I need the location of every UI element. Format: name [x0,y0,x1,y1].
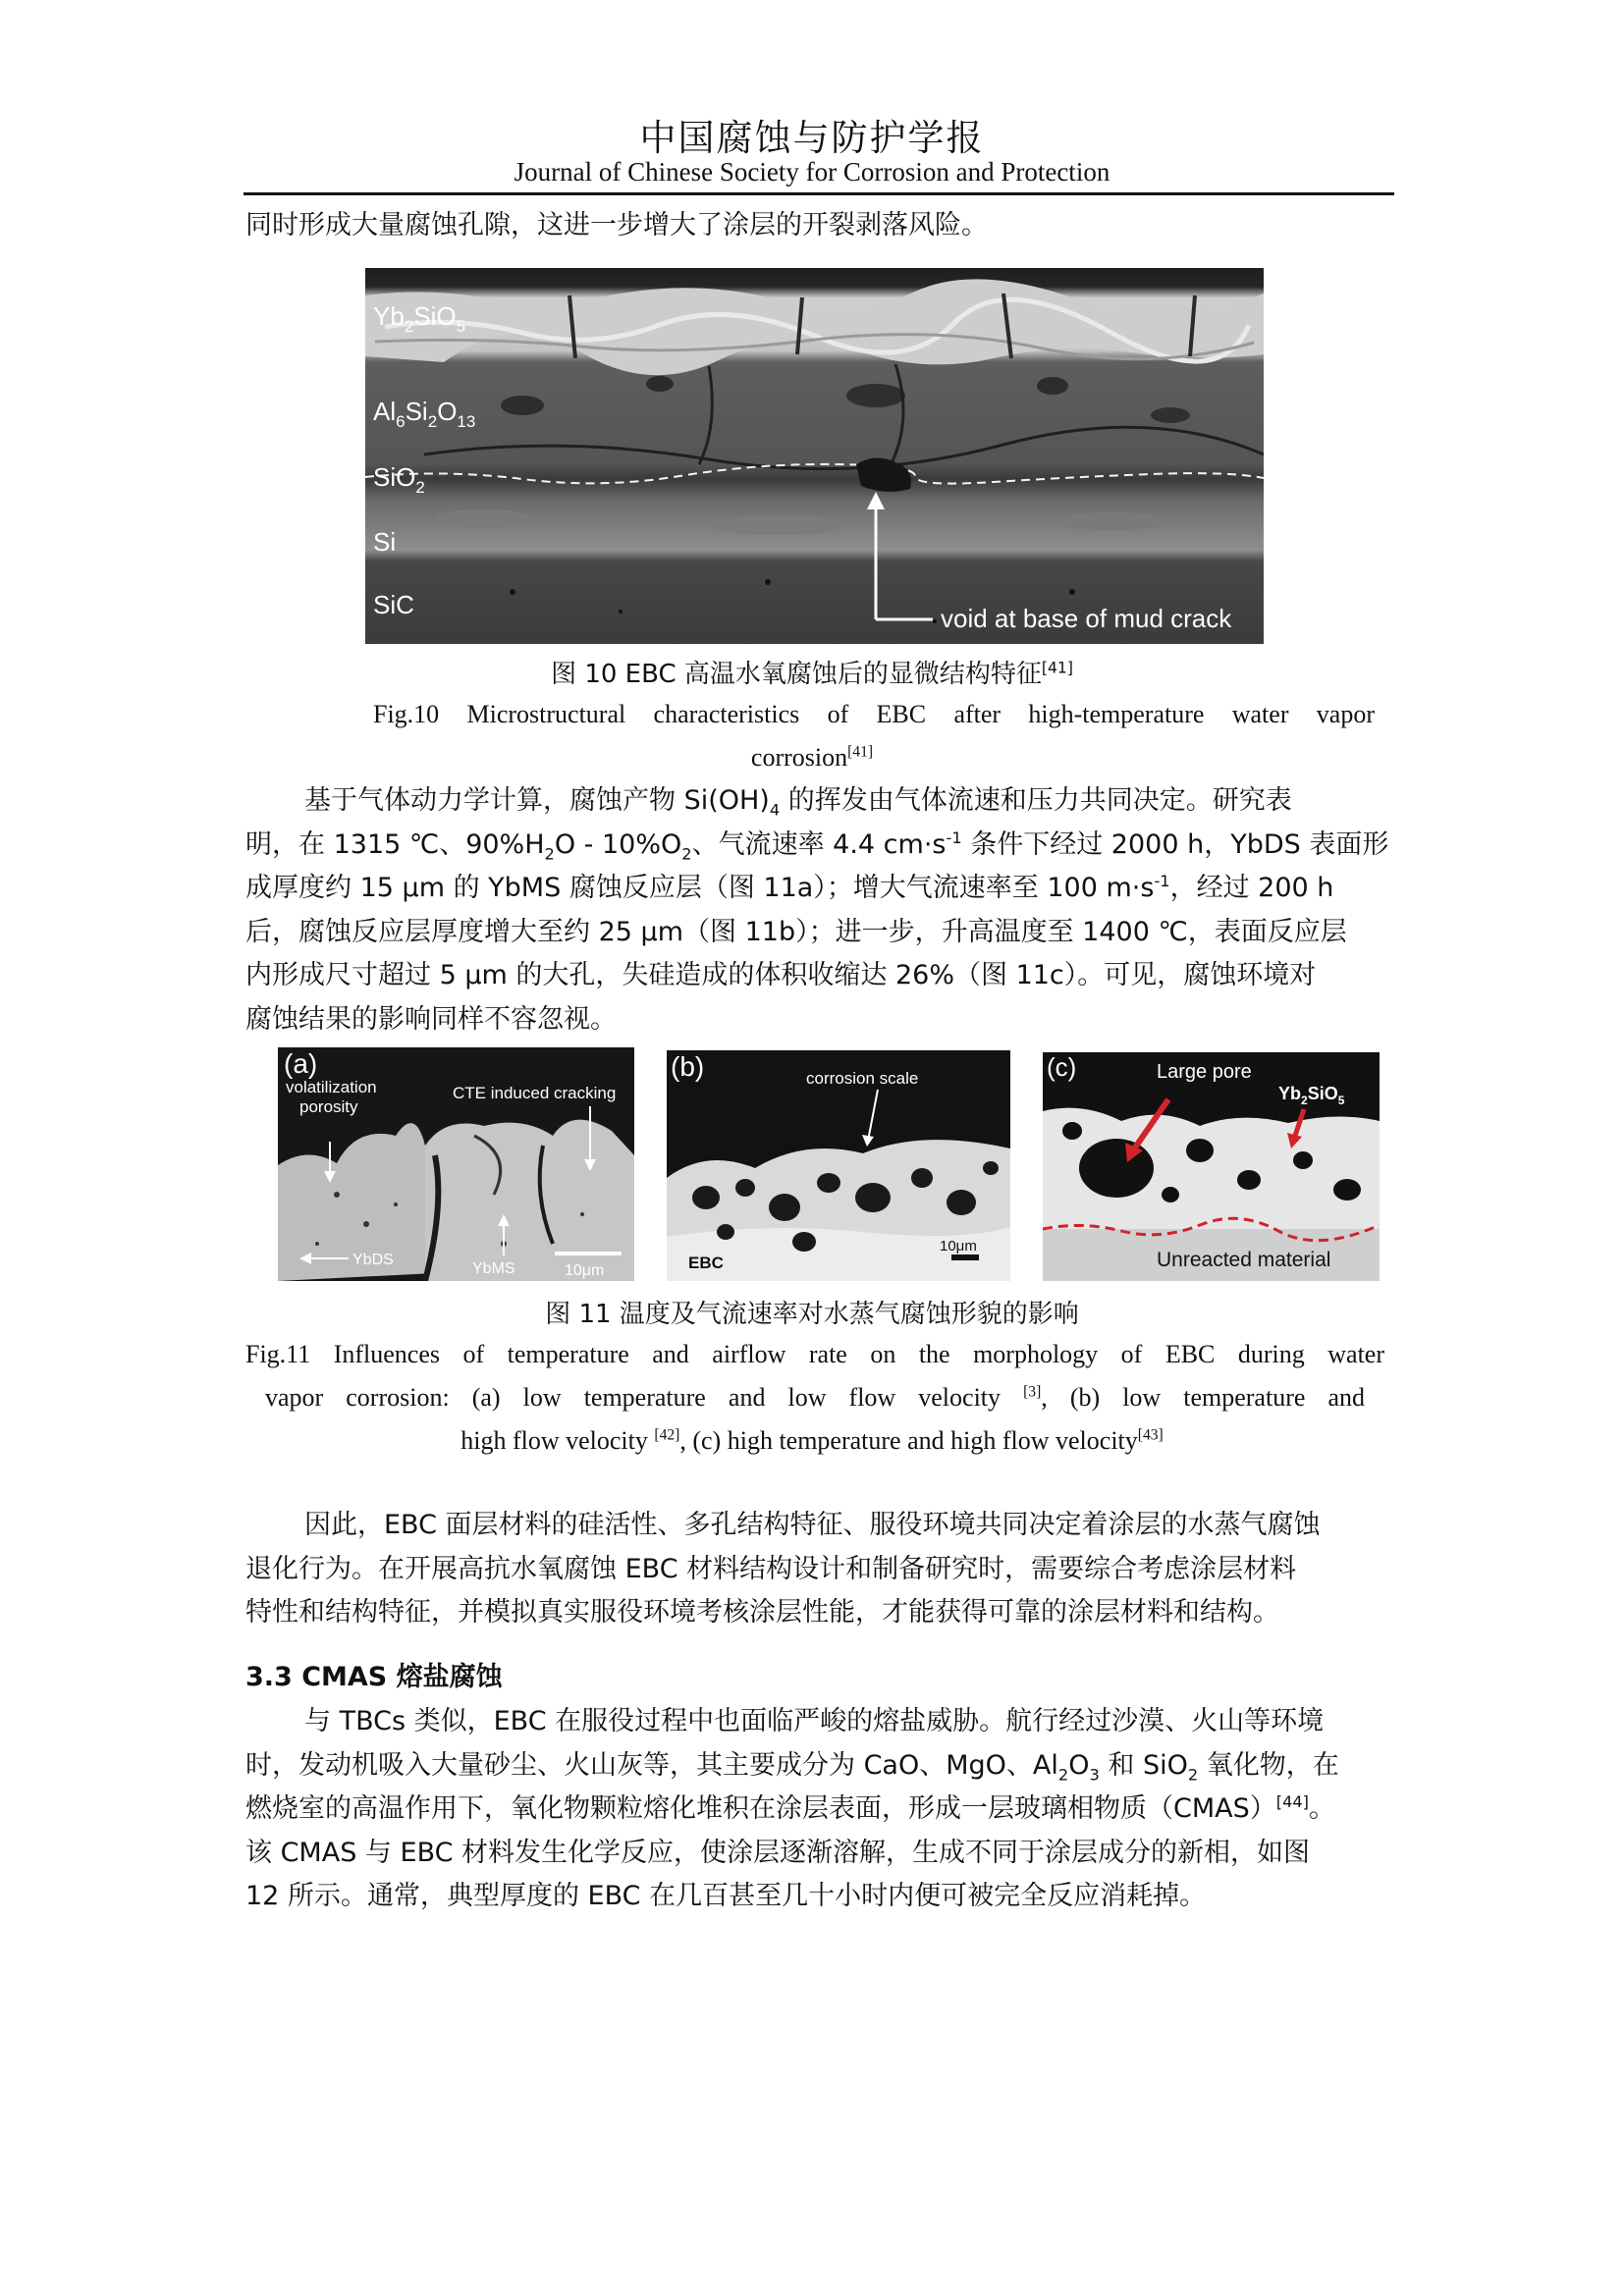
fig11c-yb2sio5: $Yb_2SiO_5$ [1278,1084,1345,1107]
label-sic: SiC [373,590,414,619]
fig11a-cte: CTE induced cracking [453,1084,617,1102]
fig11a-ybds: YbDS [352,1252,394,1268]
paragraph-2: 因此，EBC 面层材料的硅活性、多孔结构特征、服役环境共同决定着涂层的水蒸气腐蚀 退化行为。在开展高抗水氧腐蚀 EBC 材料结构设计和制备研究时，需要综合考虑涂层材料 特性和结构特征，并模拟真实服役环境考核涂层性能，才能获得可靠的涂层材料和结构。 [245,1510,1321,1628]
figure11-caption-en-2: vapor corrosion: (a) low temperature and low flow velocity [3], (b) low temperature and [265,1383,1365,1412]
paragraph-3: 与 TBCs 类似，EBC 在服役过程中也面临严峻的熔盐威胁。航行经过沙漠、火山等环境 时，发动机吸入大量砂尘、火山灰等，其主要成分为 CaO、MgO、$Al_2O_3$ 和 SiO$_2$ 氧化物，在 燃烧室的高温作用下，氧化物颗粒熔化堆积在涂层表面，形成一层玻璃相物质（CMAS）[44]。 该 CMAS 与 EBC 材料发生化学反应，使涂层逐渐溶解，生成不同于涂层成分的新相，如图 12 所示。通常，典型厚度的 EBC 在几百甚至几十小时内便可被完全反应消耗掉。 [245,1706,1339,1911]
figure11-caption-en-1: Fig.11 Influences of temperature and airflow rate on the morphology of EBC during water [245,1340,1384,1368]
figure11b-image [667,1050,1010,1281]
intro-line: 同时形成大量腐蚀孔隙，这进一步增大了涂层的开裂剥落风险。 [245,210,988,240]
figure10-caption-en-2: corrosion[41] [750,743,874,772]
fig11c-large-pore: Large pore [1157,1061,1252,1083]
journal-title-en: Journal of Chinese Society for Corrosion and Protection [514,157,1110,187]
fig11a-scale: 10μm [565,1262,605,1279]
figure10-caption-en-1: Fig.10 Microstructural characteristics of EBC after high-temperature water vapor [373,700,1375,728]
fig11c-unreacted: Unreacted material [1157,1249,1331,1271]
fig11a-tag: (a) [284,1048,318,1079]
fig11a-volatilization: volatilization [286,1078,377,1096]
fig11b-scale: 10μm [940,1238,977,1255]
label-yb2sio5: $Yb_2SiO_5$ [373,301,466,336]
paragraph-1: 基于气体动力学计算，腐蚀产物 $Si(OH)_4$ 的挥发由气体流速和压力共同决定。研究表 明，在 1315 ℃、$90\%H_2O - 10\%O_2$、气流速率 4.4 $cm\cdot s^{-1}$ 条件下经过 2000 h，YbDS 表面形 成厚度约 15 μm 的 YbMS 腐蚀反应层（图 11a）；增大气流速率至 100 $m\cdot s^{-1}$，经过 200 h 后，腐蚀反应层厚度增大至约 25 μm（图 11b）；进一步，升高温度至 1400 ℃，表面反应层 内形成尺寸超过 5 μm 的大孔，失硅造成的体积收缩达 26%（图 11c）。可见，腐蚀环境对 腐蚀结果的影响同样不容忽视。 [245,785,1389,1035]
journal-title-cn: 中国腐蚀与防护学报 [639,117,985,159]
label-sio2: SiO$_2$ [373,462,425,497]
figure10-caption-cn: 图 10 EBC 高温水氧腐蚀后的显微结构特征[41] [551,659,1073,689]
fig11b-tag: (b) [671,1051,705,1082]
figure10-image [365,268,1264,644]
fig11a-porosity: porosity [299,1097,358,1116]
fig11c-tag: (c) [1047,1052,1077,1082]
fig11b-ebc: EBC [688,1254,724,1272]
figure11-caption-cn: 图 11 温度及气流速率对水蒸气腐蚀形貌的影响 [545,1300,1079,1329]
label-si: Si [373,527,397,557]
figure11a-image [278,1047,634,1281]
label-void-annotation: void at base of mud crack [941,604,1232,633]
figure11c-image [1043,1052,1380,1281]
section-heading: 3.3 CMAS 熔盐腐蚀 [245,1662,503,1692]
label-mullite: $Al_6Si_2O_{13}$ [373,397,476,431]
fig11b-corrosion-scale: corrosion scale [806,1069,919,1088]
fig11a-ybms: YbMS [472,1260,515,1277]
header-rule [244,192,1394,195]
figure11-caption-en-3: high flow velocity [42], (c) high temperature and high flow velocity[43] [460,1426,1164,1455]
